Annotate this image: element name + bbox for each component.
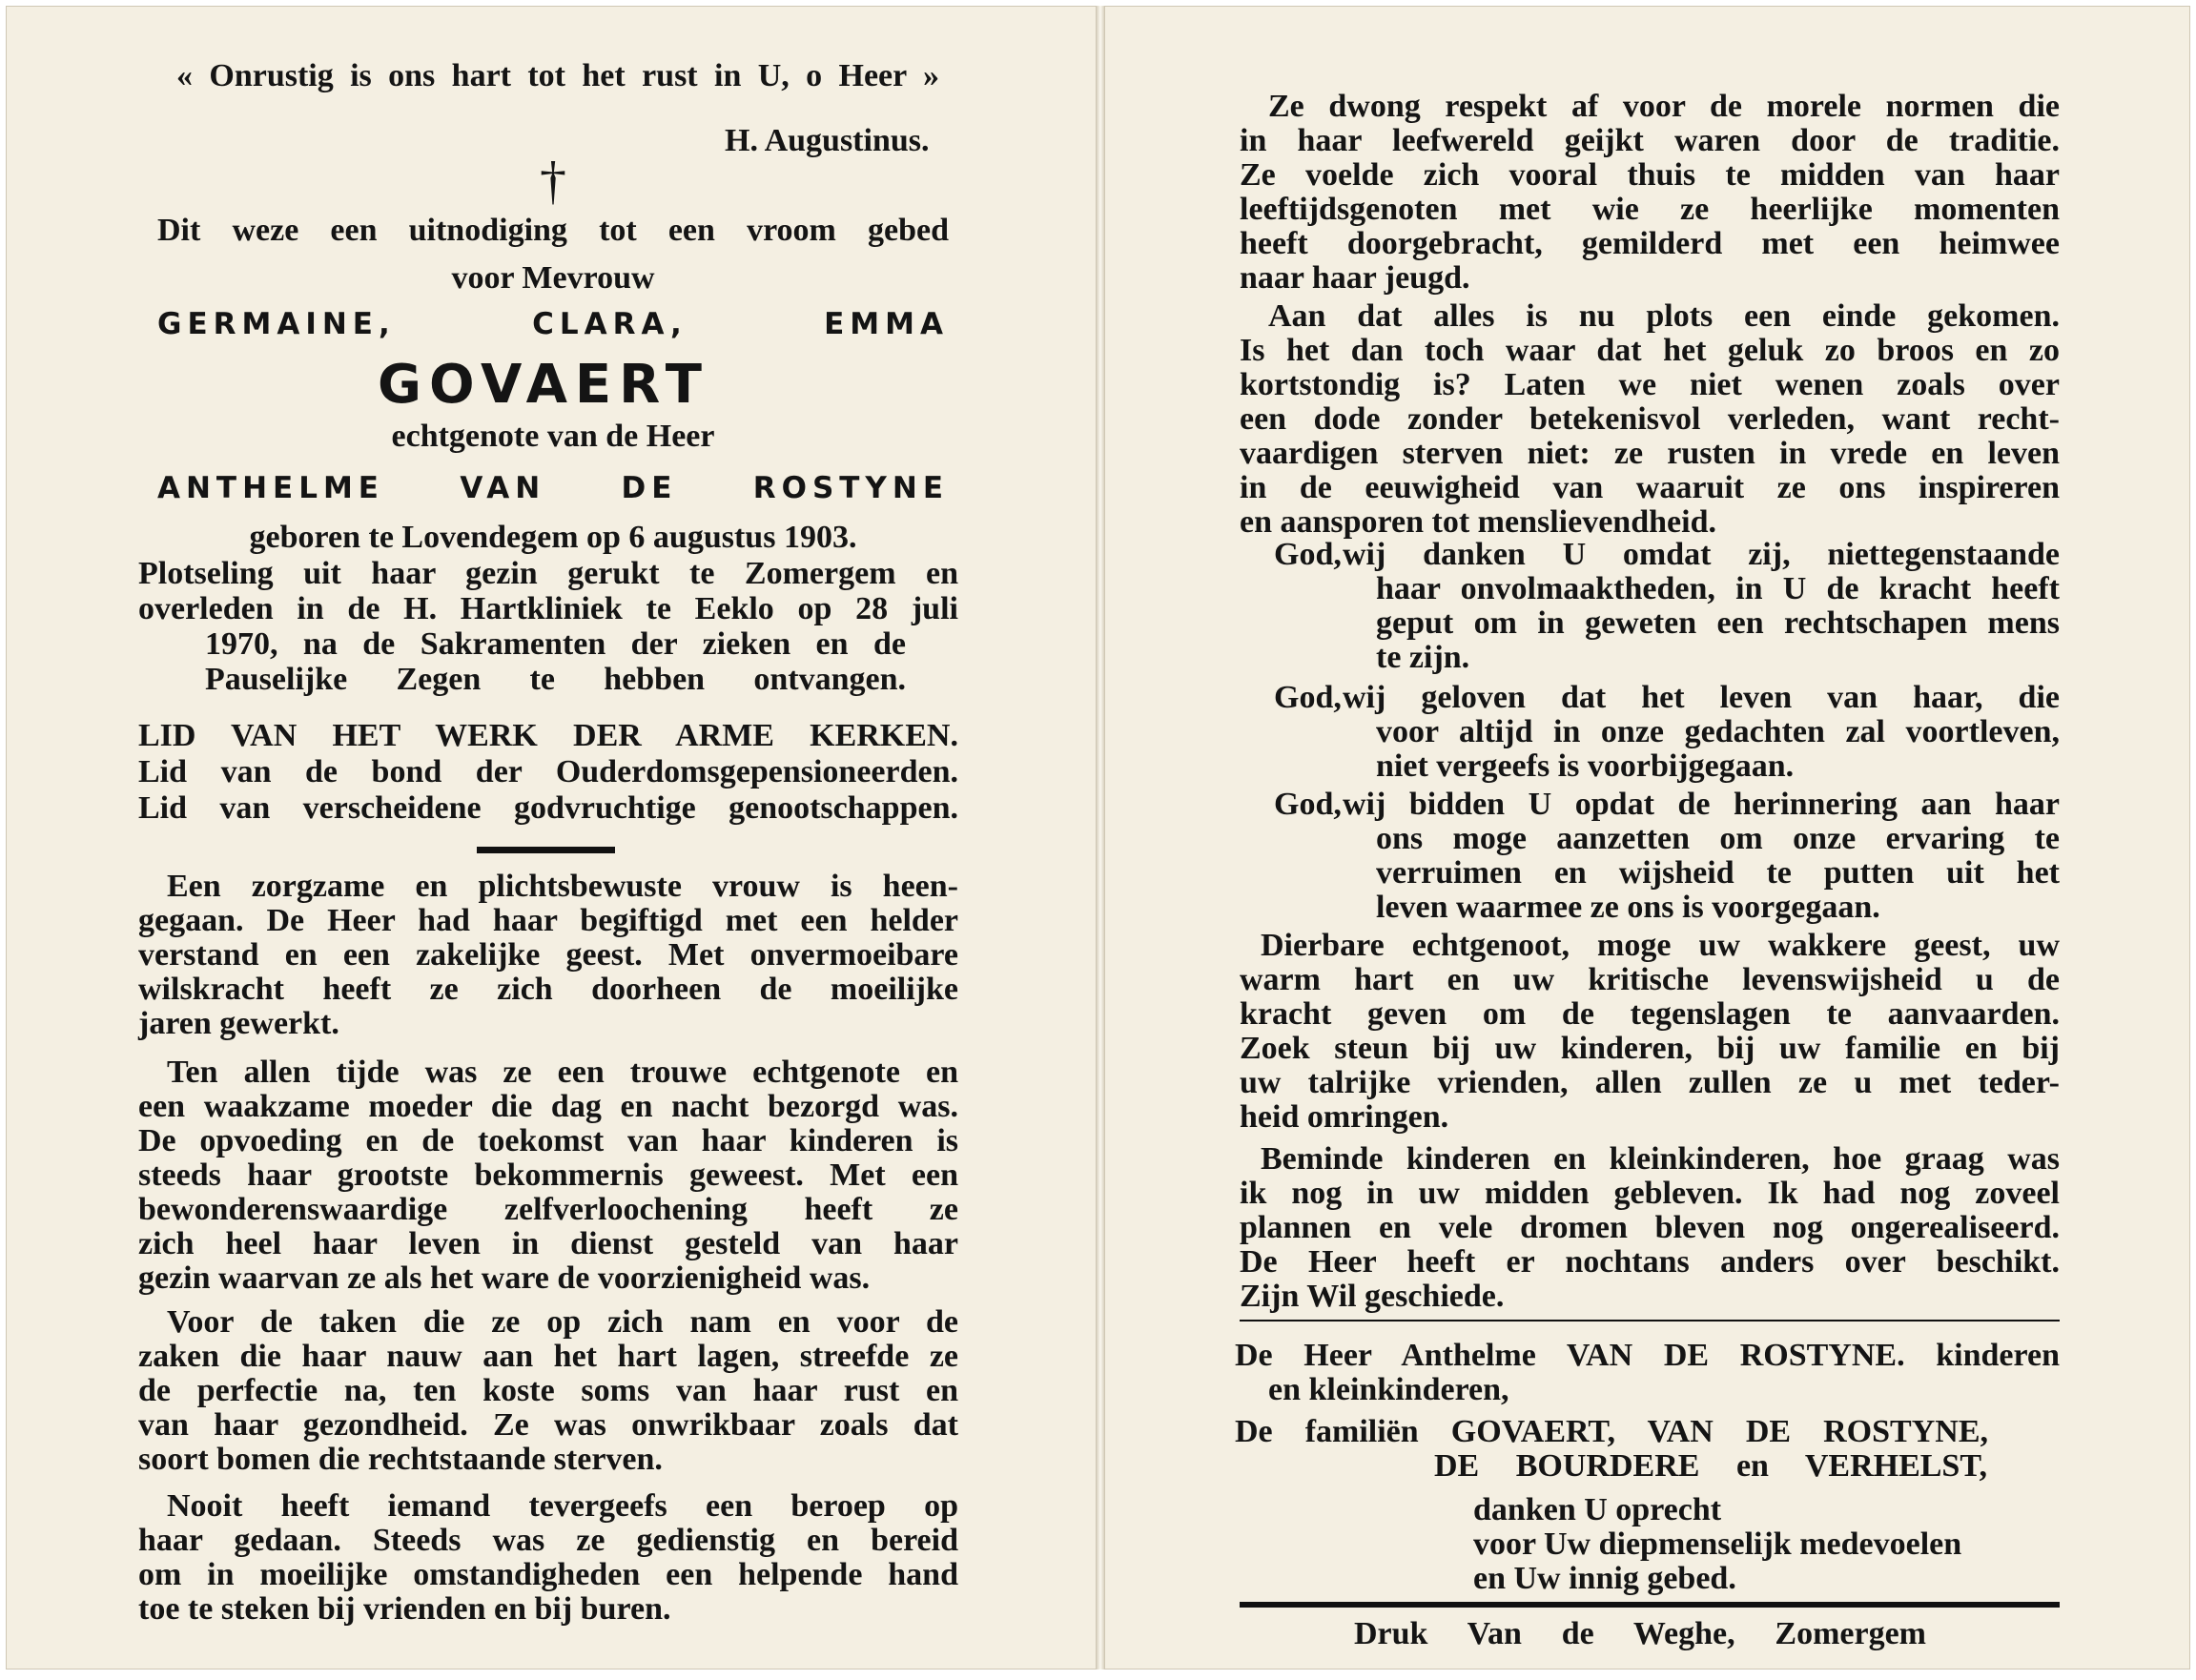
epigraph-quote: « Onrustig is ons hart tot het rust in U, o Heer » (176, 58, 939, 93)
obituary-line: Plotseling uit haar gezin gerukt te Zomergem en (138, 556, 958, 591)
membership-line: Lid van verscheidene godvruchtige genootschappen. (138, 790, 958, 826)
prayer-line: wij bidden U opdat de herinnering aan haar (1343, 787, 2060, 822)
ornament-divider (477, 847, 615, 853)
body-line: warm hart en uw kritische levenswijsheid u de (1240, 962, 2060, 997)
body-line: jaren gewerkt. (138, 1006, 339, 1041)
obituary-line: Pauselijke Zegen te hebben ontvangen. (205, 662, 906, 697)
body-line: leeftijdsgenoten met wie ze heerlijke momenten (1240, 192, 2060, 227)
body-line: in haar leefwereld geijkt waren door de traditie. (1240, 123, 2060, 158)
body-line: een dode zonder betekenisvol verleden, want recht- (1240, 401, 2060, 437)
body-line: Dierbare echtgenoot, moge uw wakkere geest, uw (1261, 928, 2060, 963)
deceased-surname: GOVAERT (377, 354, 709, 416)
body-line: en aansporen tot menslievendheid. (1240, 504, 1716, 540)
obituary-line: overleden in de H. Hartkliniek te Eeklo op 28 juli (138, 591, 958, 626)
body-line: vaardigen sterven niet: ze rusten in vrede en leven (1240, 436, 2060, 471)
family-line: en kleinkinderen, (1268, 1372, 1509, 1407)
body-line: toe te steken bij vrienden en bij buren. (138, 1591, 671, 1627)
prayer-line: wij geloven dat het leven van haar, die (1343, 680, 2060, 715)
family-line: De familiën GOVAERT, VAN DE ROSTYNE, (1235, 1414, 1988, 1449)
body-line: in de eeuwigheid van waaruit ze ons inspireren (1240, 470, 2060, 505)
thanks-line: danken U oprecht (1473, 1492, 1722, 1527)
body-line: om in moeilijke omstandigheden een helpende hand (138, 1557, 958, 1592)
body-line: Een zorgzame en plichtsbewuste vrouw is heen- (167, 869, 958, 904)
printer-divider (1240, 1602, 2060, 1608)
body-line: de perfectie na, ten koste soms van haar rust en (138, 1373, 958, 1408)
body-line: Nooit heeft iemand tevergeefs een beroep op (167, 1488, 958, 1524)
body-line: gezin waarvan ze als het ware de voorzienigheid was. (138, 1260, 871, 1296)
membership-line: LID VAN HET WERK DER ARME KERKEN. (138, 718, 958, 753)
thin-divider (1240, 1320, 2060, 1321)
body-line: Voor de taken die ze op zich nam en voor de (167, 1304, 958, 1340)
body-line: Ze voelde zich vooral thuis te midden van haar (1240, 157, 2060, 193)
thanks-line: en Uw innig gebed. (1473, 1561, 1736, 1596)
birth-line: geboren te Lovendegem op 6 augustus 1903. (249, 520, 857, 555)
deceased-first-names: GERMAINE, CLARA, EMMA (157, 307, 949, 341)
family-line: De Heer Anthelme VAN DE ROSTYNE. kinderen (1235, 1338, 2060, 1373)
body-line: Beminde kinderen en kleinkinderen, hoe graag was (1261, 1141, 2060, 1177)
prayer-god: God, (1274, 787, 1342, 822)
body-line: Ten allen tijde was ze een trouwe echtgenote en (167, 1055, 958, 1090)
prayer-line: geput om in geweten een rechtschapen mens (1376, 605, 2060, 641)
prayer-line: te zijn. (1376, 640, 1470, 675)
prayer-god: God, (1274, 537, 1342, 572)
body-line: een waakzame moeder die dag en nacht bezorgd was. (138, 1089, 958, 1124)
cross-icon: † (540, 152, 566, 211)
epigraph-author: H. Augustinus. (725, 123, 930, 158)
thanks-line: voor Uw diepmenselijk medevoelen (1473, 1526, 1962, 1562)
body-line: heeft doorgebracht, gemilderd met een heimwee (1240, 226, 2060, 261)
spouse-name: ANTHELME VAN DE ROSTYNE (157, 471, 949, 505)
prayer-line: voor altijd in onze gedachten zal voortleven, (1376, 714, 2060, 749)
prayer-line: wij danken U omdat zij, niettegenstaande (1343, 537, 2060, 572)
body-line: zaken die haar nauw aan het hart lagen, streefde ze (138, 1339, 958, 1374)
prayer-god: God, (1274, 680, 1342, 715)
body-line: gegaan. De Heer had haar begiftigd met een helder (138, 903, 958, 938)
body-line: Zoek steun bij uw kinderen, bij uw familie en bij (1240, 1031, 2060, 1066)
prayer-line: haar onvolmaaktheden, in U de kracht heeft (1376, 571, 2060, 606)
printer-credit: Druk Van de Weghe, Zomergem (1354, 1616, 1926, 1651)
prayer-line: verruimen en wijsheid te putten uit het (1376, 855, 2060, 891)
membership-line: Lid van de bond der Ouderdomsgepensioneerden. (138, 754, 958, 789)
body-line: van haar gezondheid. Ze was onwrikbaar zoals dat (138, 1407, 958, 1443)
body-line: kracht geven om de tegenslagen te aanvaarden. (1240, 996, 2060, 1032)
body-line: wilskracht heeft ze zich doorheen de moeilijke (138, 972, 958, 1007)
family-line: DE BOURDERE en VERHELST, (1434, 1448, 1987, 1484)
body-line: bewonderenswaardige zelfverloochening heeft ze (138, 1192, 958, 1227)
body-line: plannen en vele dromen bleven nog ongerealiseerd. (1240, 1210, 2060, 1245)
body-line: Is het dan toch waar dat het geluk zo broos en zo (1240, 333, 2060, 368)
body-line: ik nog in uw midden gebleven. Ik had nog zoveel (1240, 1176, 2060, 1211)
prayer-line: niet vergeefs is voorbijgegaan. (1376, 748, 1795, 784)
body-line: De opvoeding en de toekomst van haar kinderen is (138, 1123, 958, 1158)
body-line: Zijn Wil geschiede. (1240, 1279, 1505, 1314)
body-line: zich heel haar leven in dienst gesteld van haar (138, 1226, 958, 1261)
body-line: haar gedaan. Steeds was ze gedienstig en bereid (138, 1523, 958, 1558)
body-line: Ze dwong respekt af voor de morele normen die (1268, 89, 2060, 124)
body-line: De Heer heeft er nochtans anders over beschikt. (1240, 1244, 2060, 1280)
card-fold (1097, 6, 1104, 1670)
body-line: heid omringen. (1240, 1099, 1449, 1135)
spouse-intro: echtgenote van de Heer (391, 419, 715, 454)
body-line: verstand en een zakelijke geest. Met onvermoeibare (138, 937, 958, 973)
body-line: soort bomen die rechtstaande sterven. (138, 1442, 663, 1477)
body-line: naar haar jeugd. (1240, 260, 1470, 296)
body-line: kortstondig is? Laten we niet wenen zoals over (1240, 367, 2060, 402)
body-line: Aan dat alles is nu plots een einde gekomen. (1268, 298, 2060, 334)
obituary-line: 1970, na de Sakramenten der zieken en de (205, 626, 906, 662)
prayer-line: leven waarmee ze ons is voorgegaan. (1376, 890, 1880, 925)
body-line: uw talrijke vrienden, allen zullen ze u met teder- (1240, 1065, 2060, 1100)
body-line: steeds haar grootste bekommernis geweest. Met een (138, 1158, 958, 1193)
prayer-line: ons moge aanzetten om onze ervaring te (1376, 821, 2060, 856)
invitation-line: Dit weze een uitnodiging tot een vroom gebed (157, 213, 949, 248)
invitation-line-2: voor Mevrouw (451, 260, 655, 296)
